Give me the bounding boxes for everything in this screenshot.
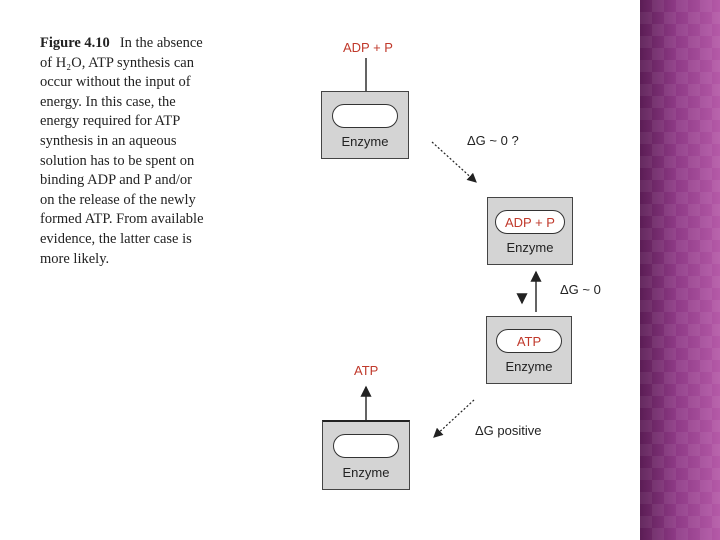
enzyme-label: Enzyme <box>506 240 554 255</box>
arrow-bind-step <box>432 142 476 182</box>
step1-energy-label: ΔG ~ 0 ? <box>467 133 519 148</box>
released-atp-label: ATP <box>354 363 379 378</box>
active-site <box>333 434 399 458</box>
active-site: ADP + P <box>495 210 565 234</box>
enzyme-label: Enzyme <box>505 359 553 374</box>
active-site <box>332 104 398 128</box>
arrow-release-step <box>434 400 474 437</box>
caption-text: In the absence of H₂O, ATP synthesis can occur without the input of energy. In this case, the energy required for ATP synthesis in an aqueous solution has to be spent on binding ADP and P and/or on the release of the newly formed ATP. From available evidence, the latter case is more likely. <box>40 35 204 267</box>
active-site: ATP <box>496 329 562 353</box>
step2-energy-label: ΔG ~ 0 <box>560 282 601 297</box>
enzyme-label: Enzyme <box>341 134 389 149</box>
figure-label: Figure 4.10 <box>40 35 110 51</box>
enzyme-box-empty-end <box>322 420 410 490</box>
enzyme-label: Enzyme <box>342 465 390 480</box>
step3-energy-label: ΔG positive <box>475 423 542 438</box>
enzyme-box-empty-start <box>321 91 409 159</box>
enzyme-box-bound-atp <box>486 316 572 384</box>
enzyme-box-bound-substrate <box>487 197 573 265</box>
top-substrate-label: ADP + P <box>343 40 393 55</box>
